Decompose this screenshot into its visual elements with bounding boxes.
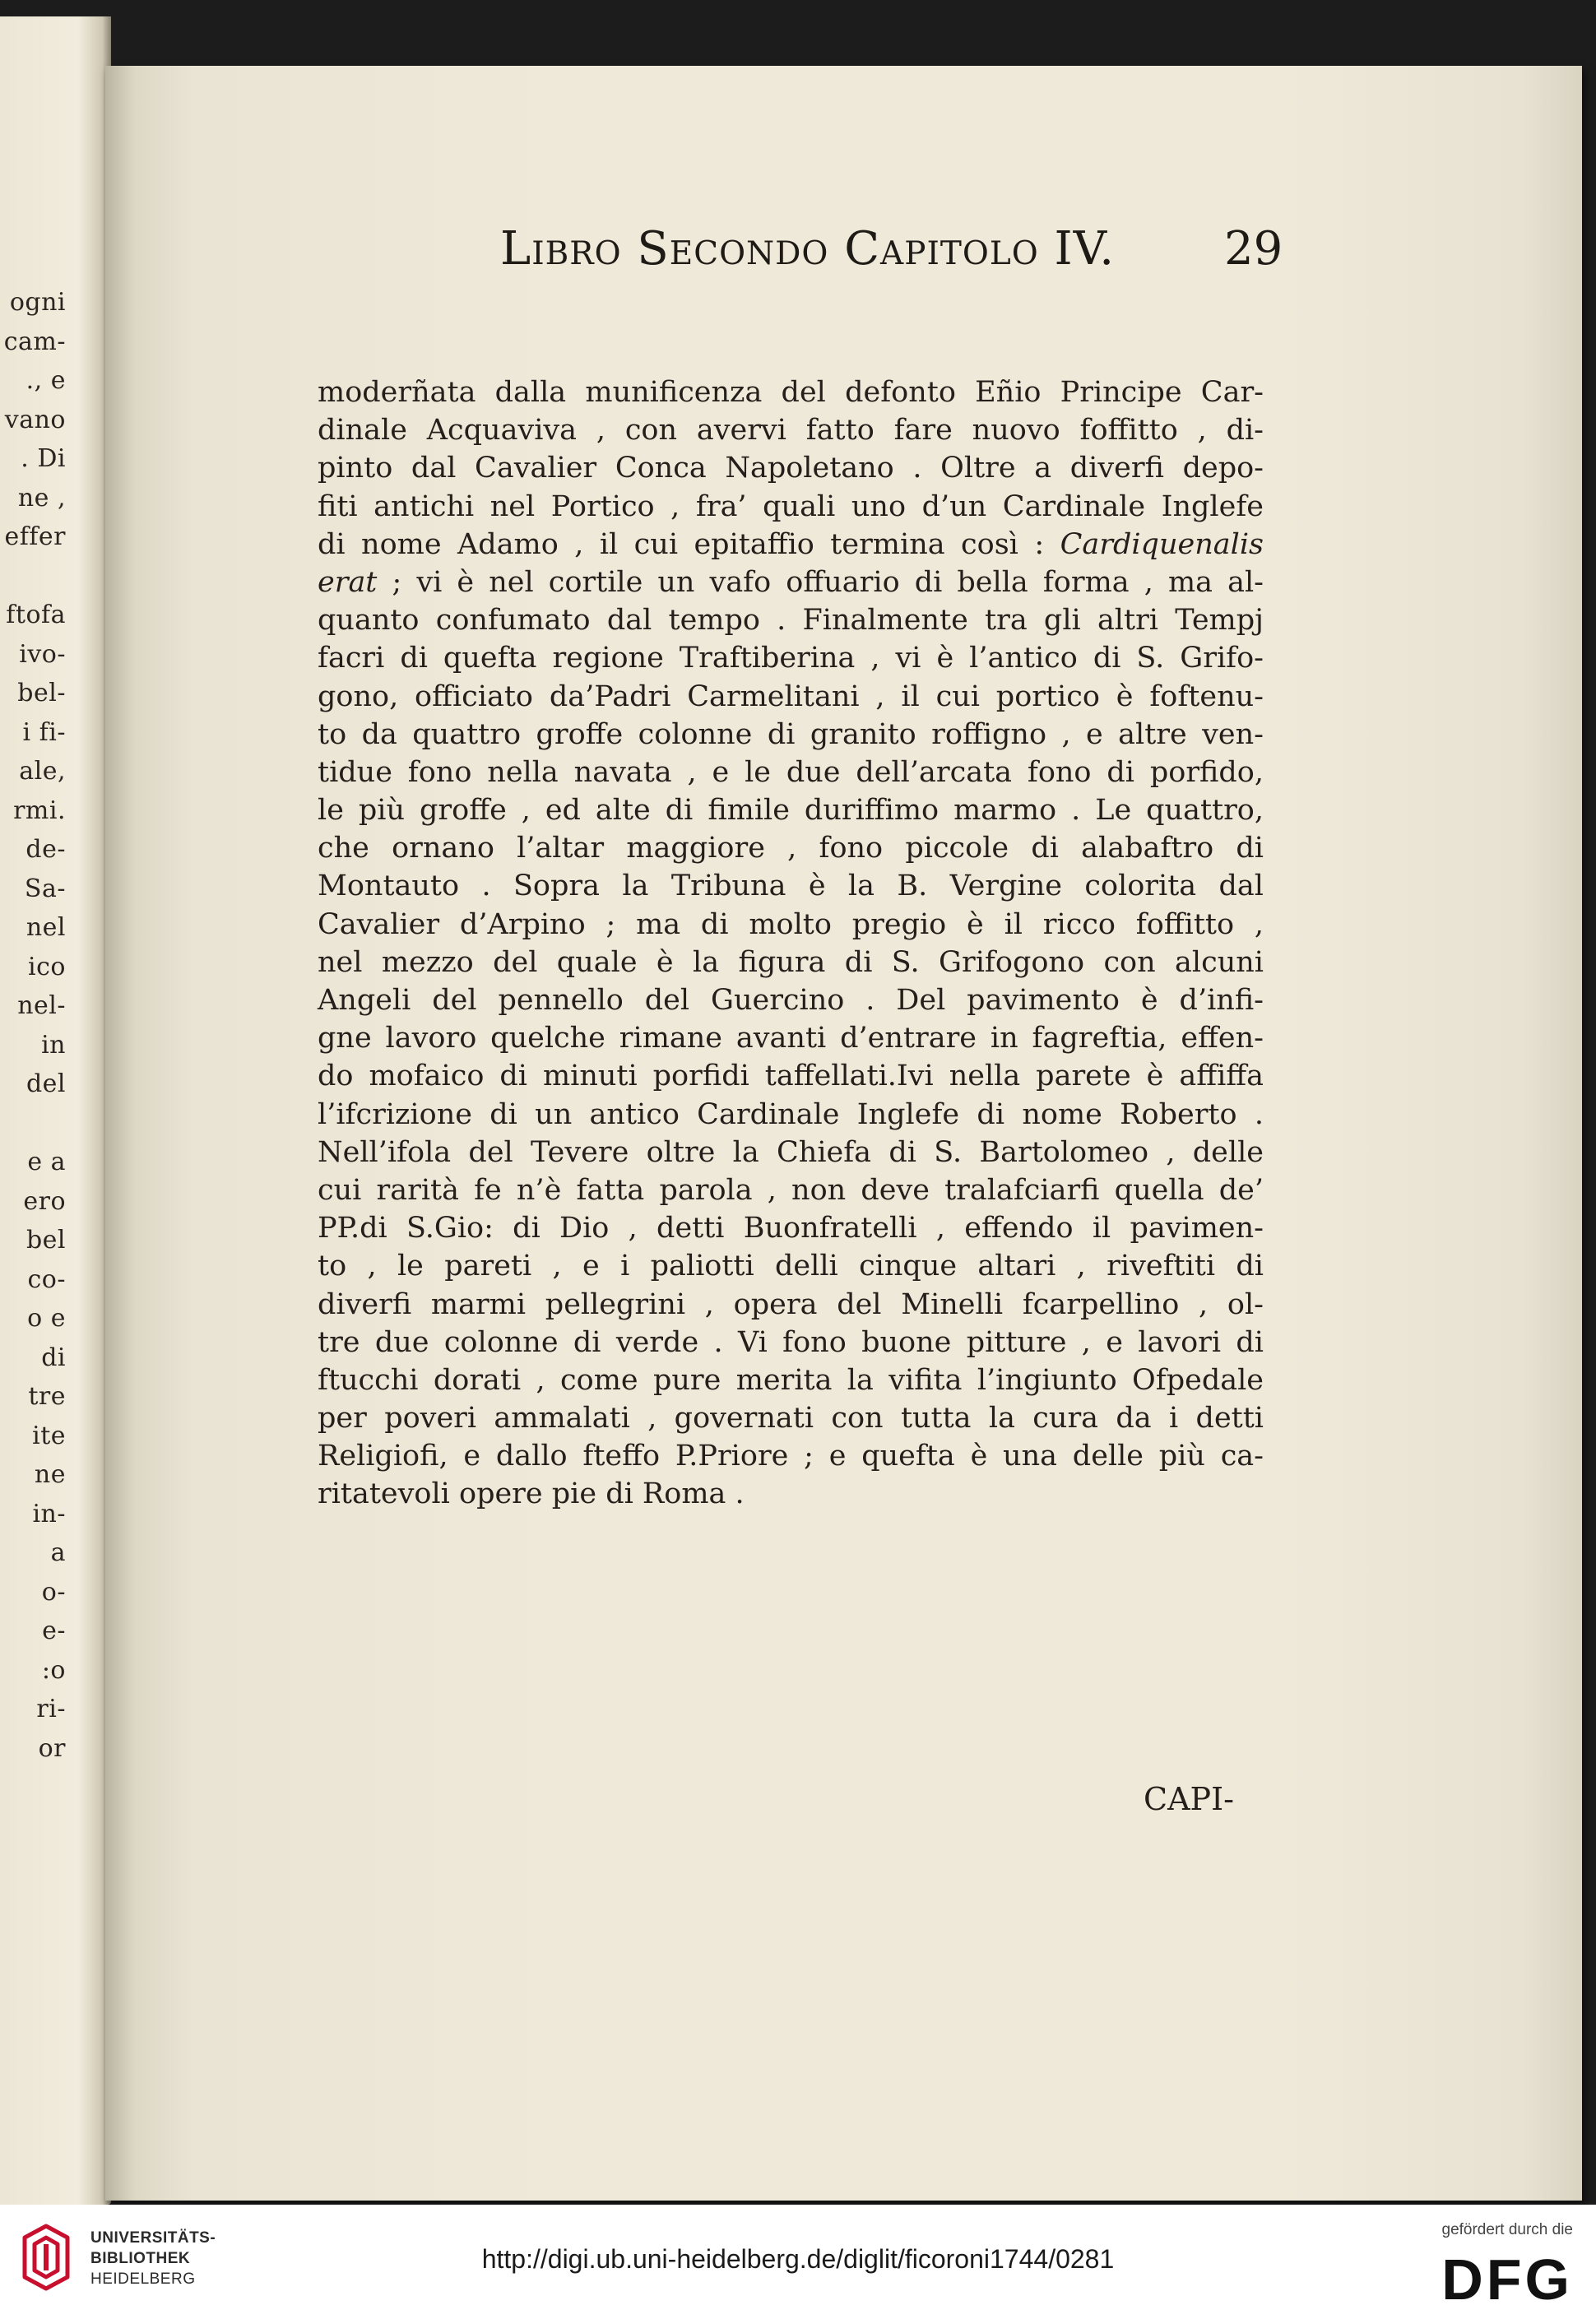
text-line: to , le pareti , e i paliotti delli cinque altari , riveftiti di (318, 1250, 1264, 1283)
margin-fragment: del (26, 1069, 66, 1098)
margin-fragment: i fi- (22, 717, 66, 747)
italic-word: Cardiquenalis (1060, 527, 1264, 561)
italic-word: erat (318, 565, 378, 599)
margin-fragment: effer (4, 522, 66, 551)
text-line: tre due colonne di verde . Vi fono buone pitture , e lavori di (318, 1325, 1264, 1359)
text-line: Angeli del pennello del Guercino . Del pavimento è d’infi- (318, 984, 1264, 1017)
margin-fragment: ico (28, 952, 66, 981)
text-line: l’ifcrizione di un antico Cardinale Inglefe di nome Roberto . (318, 1097, 1264, 1131)
margin-fragment: bel (26, 1226, 66, 1255)
margin-fragment: nel- (17, 991, 66, 1020)
margin-fragment: o e (27, 1304, 66, 1333)
text-line-part: di nome Adamo , il cui epitaffio termina così : (318, 527, 1045, 561)
margin-fragment: bel- (17, 679, 66, 707)
margin-fragment: vano (4, 405, 66, 434)
margin-fragment: e a (27, 1148, 66, 1176)
text-line: dinale Acquaviva , con avervi fatto fare nuovo foffitto , di- (318, 414, 1264, 448)
text-line: fiti antichi nel Portico , fra’ quali uno d’un Cardinale Inglefe (318, 489, 1264, 523)
margin-fragment: or (38, 1733, 66, 1763)
margin-fragment: ogni (9, 288, 66, 317)
text-line: gne lavoro quelche rimane avanti d’entrare in fagreftia, effen- (318, 1022, 1264, 1055)
margin-fragment: ne (34, 1460, 66, 1489)
margin-fragment: :o (41, 1655, 66, 1685)
margin-fragment: nel (26, 913, 66, 942)
margin-fragment: in- (32, 1499, 66, 1528)
running-head (500, 222, 1323, 296)
text-line: ftucchi dorati , come pure merita la vifita l’ingiunto Ofpedale (318, 1363, 1264, 1397)
text-line: diverfi marmi pellegrini , opera del Minelli fcarpellino , ol- (318, 1287, 1264, 1321)
text-line: le più groffe , ed alte di fimile duriffimo marmo . Le quattro, (318, 794, 1264, 828)
margin-fragment: e- (42, 1616, 66, 1645)
catchword: CAPI- (1144, 1781, 1234, 1817)
text-line: Nell’ifola del Tevere oltre la Chiefa di S. Bartolomeo , delle (318, 1135, 1264, 1169)
running-title: Libro Secondo Capitolo IV. (500, 222, 1116, 276)
text-line (318, 526, 1264, 564)
library-name-line: HEIDELBERG (90, 2270, 196, 2288)
margin-fragment: ale, (19, 757, 66, 786)
text-line: tidue fono nella navata , e le due dell’arcata fono di porfido, (318, 755, 1264, 789)
margin-fragment: in (41, 1030, 66, 1060)
margin-fragment: a (50, 1538, 66, 1567)
permalink-url[interactable]: http://digi.ub.uni-heidelberg.de/diglit/ficoroni1744/0281 (481, 2244, 1115, 2274)
library-name-line: BIBLIOTHEK (90, 2250, 191, 2267)
margin-fragment: ri- (36, 1695, 66, 1723)
text-line-part: ; vi è nel cortile un vafo offuario di bella forma , ma al- (377, 565, 1264, 599)
text-line: pinto dal Cavalier Conca Napoletano . Oltre a diverfi depo- (318, 452, 1264, 485)
margin-fragment: Sa- (24, 874, 66, 903)
margin-fragment: di (41, 1343, 66, 1372)
body-text (318, 373, 1264, 1514)
text-line: cui rarità fe n’è fatta parola , non deve tralafciarfi quella de’ (318, 1173, 1264, 1207)
text-line: Cavalier d’Arpino ; ma di molto pregio è il ricco foffitto , (318, 907, 1264, 941)
text-line: nel mezzo del quale è la figura di S. Grifogono con alcuni (318, 945, 1264, 979)
text-line: do mofaico di minuti porfidi taffellati.Ivi nella parete è affiffa (318, 1060, 1264, 1093)
margin-fragment: co- (27, 1264, 66, 1294)
text-line (318, 564, 1264, 601)
margin-fragment: tre (28, 1382, 66, 1411)
text-line: ritatevoli opere pie di Roma . (318, 1477, 745, 1511)
margin-fragment: . Di (21, 444, 66, 473)
dfg-logo: DFG (1441, 2247, 1573, 2312)
margin-fragment: ., e (26, 366, 66, 395)
text-line: Montauto . Sopra la Tribuna è la B. Vergine colorita dal (318, 870, 1264, 903)
text-line: PP.di S.Gio: di Dio , detti Buonfratelli , effendo il pavimen- (318, 1212, 1264, 1245)
text-line: facri di quefta regione Traftiberina , vi è l’antico di S. Grifo- (318, 642, 1264, 675)
margin-fragment: o- (41, 1577, 66, 1607)
text-line: moderñata dalla munificenza del defonto Eñio Principe Car- (318, 376, 1264, 409)
viewer-footer (0, 2205, 1596, 2319)
margin-fragment: de- (26, 835, 66, 864)
text-line: gono, officiato da’Padri Carmelitani , il cui portico è foftenu- (318, 679, 1264, 713)
margin-fragment: ivo- (19, 639, 66, 669)
left-facing-page (0, 16, 111, 2205)
margin-fragment: rmi. (13, 795, 66, 825)
text-line: to da quattro groffe colonne di granito roffigno , e altre ven- (318, 717, 1264, 751)
text-line: che ornano l’altar maggiore , fono piccole di alabaftro di (318, 832, 1264, 865)
margin-fragment: cam- (3, 327, 66, 356)
text-line: Religiofi, e dallo fteffo P.Priore ; e quefta è una delle più ca- (318, 1440, 1264, 1473)
text-line: per poveri ammalati , governati con tutta la cura da i detti (318, 1402, 1264, 1435)
text-line: quanto confumato dal tempo . Finalmente tra gli altri Tempj (318, 604, 1264, 638)
book-page (105, 66, 1582, 2201)
margin-fragment: ite (32, 1421, 66, 1450)
funded-by-label: gefördert durch die (1441, 2221, 1573, 2238)
page-number: 29 (1224, 222, 1283, 276)
margin-fragment: ne , (17, 483, 66, 512)
margin-fragment: ftofa (6, 601, 66, 629)
margin-fragment: ero (23, 1186, 66, 1216)
library-name-line: UNIVERSITÄTS- (90, 2229, 216, 2247)
